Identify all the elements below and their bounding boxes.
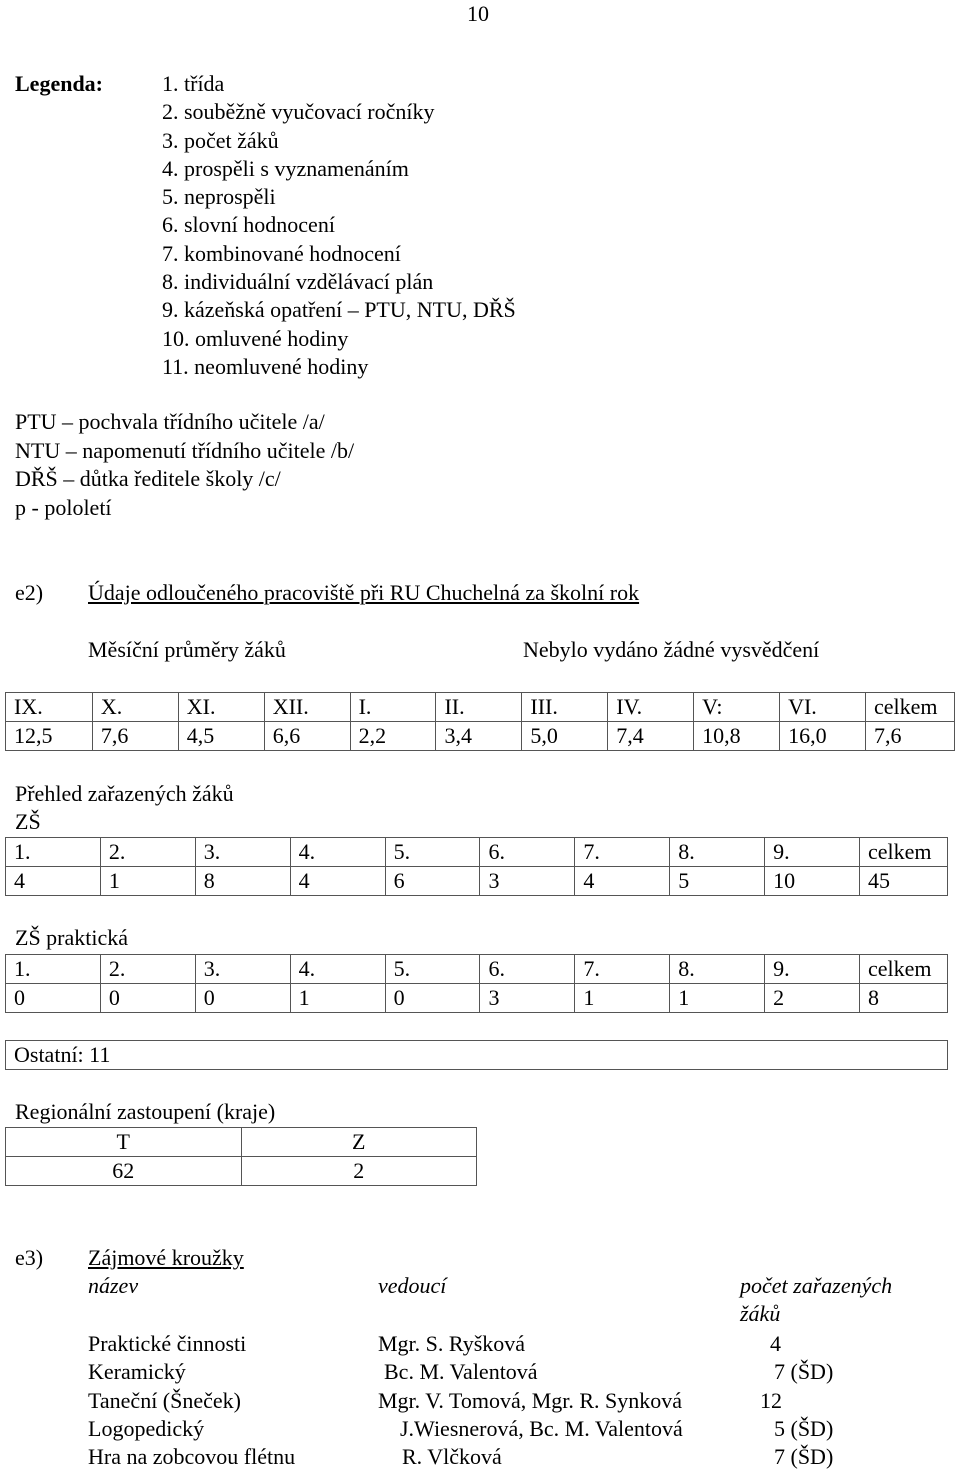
table-header-cell: celkem [860, 955, 948, 984]
zs-label: ZŠ [15, 809, 41, 834]
table-header-cell: 9. [765, 955, 860, 984]
table-cell: 7,6 [865, 722, 954, 751]
table-cell: 1 [290, 984, 385, 1013]
section-marker-e3: e3) [15, 1245, 44, 1270]
monthly-averages-table [5, 692, 955, 751]
table-cell: 0 [385, 984, 480, 1013]
section-heading-e2: Údaje odloučeného pracoviště při RU Chuchelná za školní rok [88, 580, 640, 605]
table-header-cell: 2. [100, 838, 195, 867]
column-header-count-cont: žáků [740, 1301, 781, 1326]
table-cell: 4 [575, 867, 670, 896]
table-header-cell: 8. [670, 955, 765, 984]
page-number: 10 [467, 1, 489, 26]
club-name: Logopedický [88, 1415, 205, 1441]
club-leader: J.Wiesnerová, Bc. M. Valentová [400, 1415, 683, 1441]
legend-item: 10. omluvené hodiny [162, 325, 349, 351]
table-row [6, 1041, 948, 1070]
club-name: Keramický [88, 1359, 186, 1385]
table-cell: 0 [195, 984, 290, 1013]
abbreviation-item: p - pololetí [15, 494, 112, 520]
legend-item: 9. kázeňská opatření – PTU, NTU, DŘŠ [162, 297, 516, 323]
table-cell: 2 [241, 1157, 477, 1186]
table-header-cell: 5. [385, 838, 480, 867]
table-row [6, 722, 955, 751]
table-cell: 45 [860, 867, 948, 896]
club-leader: Mgr. V. Tomová, Mgr. R. Synková [378, 1387, 683, 1413]
club-leader: Bc. M. Valentová [384, 1359, 538, 1385]
table-cell: 3 [480, 867, 575, 896]
table-cell: 2,2 [350, 722, 436, 751]
table-header-cell: 8. [670, 838, 765, 867]
legend-item: 3. počet žáků [162, 127, 279, 153]
table-cell: 4 [6, 867, 101, 896]
legend-title: Legenda: [15, 71, 103, 96]
table-header-cell: I. [350, 693, 436, 722]
table-header-cell: VI. [780, 693, 866, 722]
table-cell: 8 [195, 867, 290, 896]
column-header-count: počet zařazených [740, 1273, 893, 1298]
legend-item: 7. kombinované hodnocení [162, 240, 401, 266]
table-cell: 4 [290, 867, 385, 896]
table-header-cell: IV. [608, 693, 694, 722]
section-heading-e3: Zájmové kroužky [88, 1245, 244, 1270]
table-cell: 62 [6, 1157, 242, 1186]
table-cell: 4,5 [178, 722, 264, 751]
club-name: Taneční (Šneček) [88, 1387, 241, 1413]
table-cell: 5,0 [522, 722, 608, 751]
table-header-row [6, 838, 948, 867]
legend-item: 4. prospěli s vyznamenáním [162, 155, 409, 181]
table-header-row [6, 955, 948, 984]
club-count: 7 (ŠD) [774, 1444, 834, 1470]
club-count: 5 (ŠD) [774, 1415, 834, 1441]
club-leader: Mgr. S. Ryšková [378, 1331, 526, 1356]
table-header-cell: 6. [480, 838, 575, 867]
table-cell: 3,4 [436, 722, 522, 751]
column-header-leader: vedoucí [378, 1273, 447, 1298]
table-header-cell: XII. [264, 693, 350, 722]
table-cell: 7,6 [92, 722, 178, 751]
zs-practical-table [5, 954, 948, 1013]
table-cell: 1 [575, 984, 670, 1013]
legend-list [162, 70, 516, 381]
abbreviation-item: DŘŠ – důtka ředitele školy /c/ [15, 466, 281, 491]
table-header-row [6, 693, 955, 722]
table-row [6, 867, 948, 896]
table-header-cell: 2. [100, 955, 195, 984]
table-header-cell: III. [522, 693, 608, 722]
legend-item: 1. třída [162, 71, 225, 96]
club-count: 12 [760, 1387, 782, 1413]
abbreviation-item: PTU – pochvala třídního učitele /a/ [15, 409, 325, 434]
column-header-name: název [88, 1273, 139, 1298]
table-header-cell: 7. [575, 838, 670, 867]
table-header-cell: XI. [178, 693, 264, 722]
table-cell: 3 [480, 984, 575, 1013]
table-header-cell: II. [436, 693, 522, 722]
table-cell: 7,4 [608, 722, 694, 751]
table-header-cell: 9. [765, 838, 860, 867]
other-table [5, 1040, 948, 1070]
regional-table [5, 1127, 477, 1186]
table-cell: 8 [860, 984, 948, 1013]
table-header-cell: 6. [480, 955, 575, 984]
table-cell: 0 [6, 984, 101, 1013]
table-row [6, 1157, 477, 1186]
club-count: 4 [770, 1331, 781, 1356]
table-cell: 10 [765, 867, 860, 896]
legend-item: 5. neprospěli [162, 184, 276, 210]
legend-item: 2. souběžně vyučovací ročníky [162, 99, 435, 125]
table-header-cell: 3. [195, 838, 290, 867]
table-cell: 10,8 [694, 722, 780, 751]
table-header-cell: celkem [860, 838, 948, 867]
abbreviation-item: NTU – napomenutí třídního učitele /b/ [15, 437, 355, 463]
club-name: Praktické činnosti [88, 1331, 247, 1356]
table-header-cell: 3. [195, 955, 290, 984]
table-header-cell: 7. [575, 955, 670, 984]
table-cell: 12,5 [6, 722, 93, 751]
table-cell: 16,0 [780, 722, 866, 751]
table-header-row [6, 1128, 477, 1157]
overview-label: Přehled zařazených žáků [15, 781, 234, 806]
abbreviation-list [15, 408, 354, 522]
table-cell: 2 [765, 984, 860, 1013]
table-header-cell: IX. [6, 693, 93, 722]
table-cell: 1 [100, 867, 195, 896]
table-header-cell: X. [92, 693, 178, 722]
table-header-cell: 1. [6, 955, 101, 984]
no-certificate-note: Nebylo vydáno žádné vysvědčení [523, 637, 820, 662]
regional-label: Regionální zastoupení (kraje) [15, 1099, 276, 1124]
table-header-cell: 4. [290, 838, 385, 867]
table-cell: 6,6 [264, 722, 350, 751]
legend-item: 11. neomluvené hodiny [162, 353, 369, 379]
legend-item: 6. slovní hodnocení [162, 212, 335, 238]
table-header-cell: V: [694, 693, 780, 722]
zs-practical-label: ZŠ praktická [15, 925, 129, 950]
club-leader: R. Vlčková [402, 1444, 502, 1470]
table-header-cell: Z [241, 1128, 477, 1157]
table-cell: 0 [100, 984, 195, 1013]
club-count: 7 (ŠD) [774, 1359, 834, 1385]
table-header-cell: 1. [6, 838, 101, 867]
zs-table [5, 837, 948, 896]
table-cell: 1 [670, 984, 765, 1013]
club-name: Hra na zobcovou flétnu [88, 1444, 296, 1470]
table-header-cell: celkem [865, 693, 954, 722]
table-header-cell: T [6, 1128, 242, 1157]
table-header-cell: 5. [385, 955, 480, 984]
legend-item: 8. individuální vzdělávací plán [162, 269, 434, 295]
monthly-averages-label: Měsíční průměry žáků [88, 637, 286, 662]
table-row [6, 984, 948, 1013]
table-cell: 5 [670, 867, 765, 896]
other-count: Ostatní: 11 [6, 1041, 948, 1070]
section-marker-e2: e2) [15, 580, 44, 605]
table-cell: 6 [385, 867, 480, 896]
table-header-cell: 4. [290, 955, 385, 984]
